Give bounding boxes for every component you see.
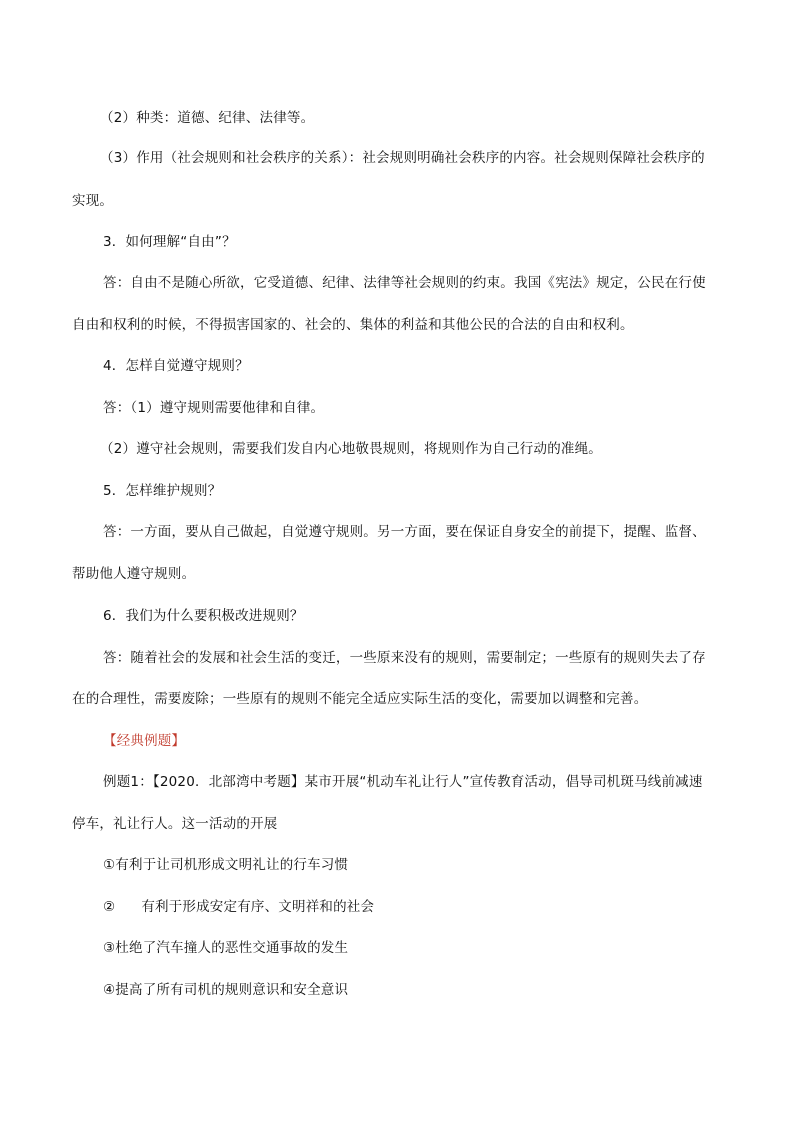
text-line: 自由和权利的时候，不得损害国家的、社会的、集体的利益和其他公民的合法的自由和权利。 — [72, 317, 634, 333]
text-line: （3）作用（社会规则和社会秩序的关系）：社会规则明确社会秩序的内容。社会规则保障社会秩序的 — [100, 150, 705, 166]
section-label: 【经典例题】 — [103, 733, 186, 749]
text-line: 答：一方面，要从自己做起，自觉遵守规则。另一方面，要在保证自身安全的前提下，提醒、监督、 — [103, 524, 706, 540]
text-line: 实现。 — [72, 193, 114, 209]
option-line: ③杜绝了汽车撞人的恶性交通事故的发生 — [103, 940, 349, 956]
option-marker: ② — [103, 899, 116, 915]
question-heading: 6．我们为什么要积极改进规则？ — [103, 608, 304, 624]
text-line: 答：自由不是随心所欲，它受道德、纪律、法律等社会规则的约束。我国《宪法》规定，公民在行使 — [103, 275, 706, 291]
text-line: 答：随着社会的发展和社会生活的变迁，一些原来没有的规则，需要制定；一些原有的规则失去了存 — [103, 650, 706, 666]
question-heading: 5．怎样维护规则？ — [103, 483, 222, 499]
option-text: 有利于形成安定有序、文明祥和的社会 — [141, 899, 375, 915]
text-line: 停车，礼让行人。这一活动的开展 — [72, 816, 278, 832]
option-line: ①有利于让司机形成文明礼让的行车习惯 — [103, 857, 349, 873]
option-line — [103, 897, 374, 917]
text-line: 例题1：【2020．北部湾中考题】某市开展“机动车礼让行人”宣传教育活动，倡导司机斑马线前减速 — [103, 774, 703, 790]
question-heading: 3．如何理解“自由”？ — [103, 234, 236, 250]
text-line: 在的合理性，需要废除；一些原有的规则不能完全适应实际生活的变化，需要加以调整和完善。 — [72, 691, 648, 707]
text-line: 帮助他人遵守规则。 — [72, 566, 196, 582]
text-line: （2）遵守社会规则，需要我们发自内心地敬畏规则，将规则作为自己行动的准绳。 — [100, 441, 602, 457]
text-line: （2）种类：道德、纪律、法律等。 — [100, 110, 315, 126]
option-line: ④提高了所有司机的规则意识和安全意识 — [103, 982, 349, 998]
question-heading: 4．怎样自觉遵守规则？ — [103, 358, 249, 374]
text-line: 答：（1）遵守规则需要他律和自律。 — [103, 400, 325, 416]
